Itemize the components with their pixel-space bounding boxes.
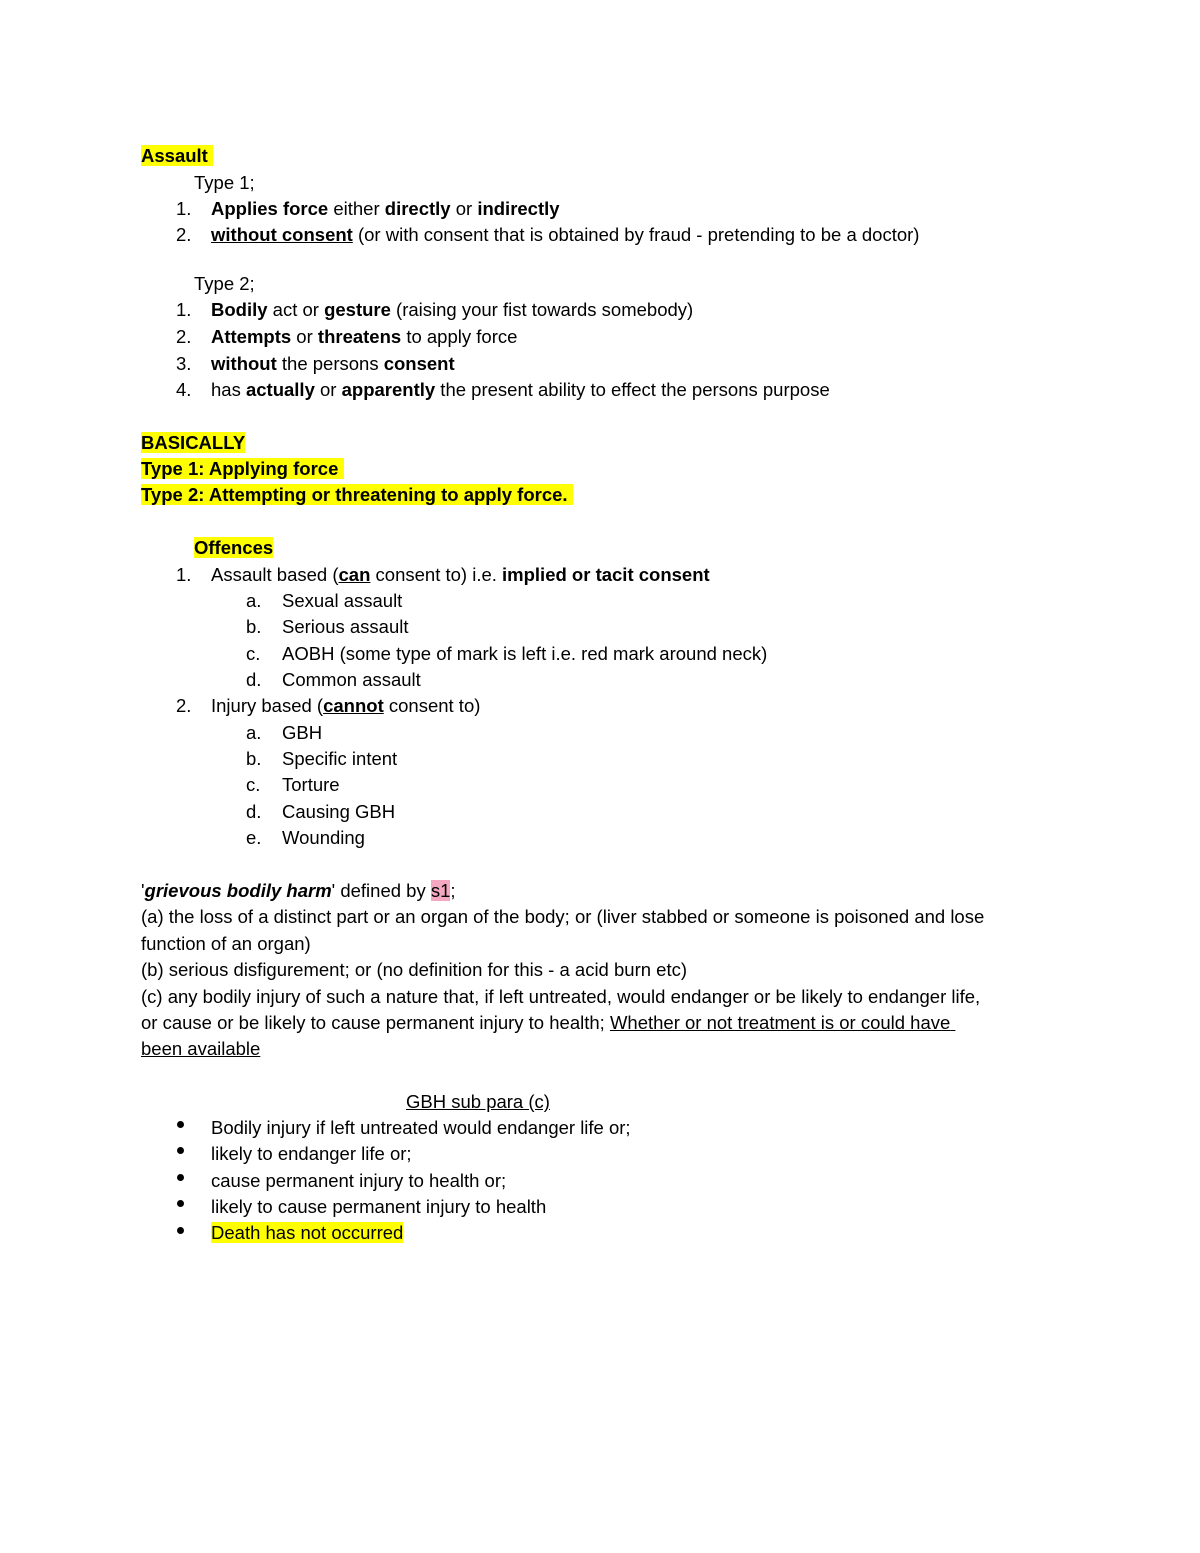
gbh-def-a-line1: (a) the loss of a distinct part or an organ of the body; or (liver stabbed or someone is poisoned and lose [141,906,985,927]
offence-1c: AOBH (some type of mark is left i.e. red mark around neck) [282,643,768,664]
offence-1a-letter: a. [246,590,262,611]
type1-item1-number: 1. [176,198,192,219]
assault-heading [141,144,213,168]
offence-2a: GBH [282,722,323,743]
gbh-def-b: (b) serious disfigurement; or (no definition for this - a acid burn etc) [141,959,687,980]
bullet-icon [177,1200,184,1207]
type2-item1-number: 1. [176,299,192,320]
offence-2c: Torture [282,774,340,795]
bullet-icon [177,1174,184,1181]
bullet-icon [177,1147,184,1154]
type2-item4: has actually or apparently the present ability to effect the persons purpose [211,379,830,400]
offence-2e-letter: e. [246,827,262,848]
gbh-def-c-line1: (c) any bodily injury of such a nature that, if left untreated, would endanger or be likely to endanger life, [141,986,981,1007]
offence-1a: Sexual assault [282,590,403,611]
gbh-def-a-line2: function of an organ) [141,933,311,954]
type2-item3-number: 3. [176,353,192,374]
type1-label: Type 1; [194,172,255,193]
gbh-def-c-line2: or cause or be likely to cause permanent injury to health; Whether or not treatment is or could have [141,1012,951,1033]
gbh-def-c-line3: been available [141,1038,261,1059]
basically-type2: Type 2: Attempting or threatening to apply force. [141,483,573,507]
offence-2e: Wounding [282,827,365,848]
offence-2c-letter: c. [246,774,261,795]
gbh-sub-bullet-1: Bodily injury if left untreated would endanger life or; [211,1117,631,1138]
type2-item2: Attempts or threatens to apply force [211,326,518,347]
type1-item1: Applies force either directly or indirectly [211,198,560,219]
offence-2d: Causing GBH [282,801,396,822]
gbh-sub-para-heading: GBH sub para (c) [406,1091,550,1112]
offence-2d-letter: d. [246,801,262,822]
type2-item2-number: 2. [176,326,192,347]
assault-heading-text: Assault [141,145,208,166]
offence-1-number: 1. [176,564,192,585]
section-s1-highlight: s1 [430,880,451,901]
offence-1d: Common assault [282,669,421,690]
offence-assault-based: Assault based (can consent to) i.e. implied or tacit consent [211,564,710,585]
offence-2-number: 2. [176,695,192,716]
offence-2b-letter: b. [246,748,262,769]
bullet-icon [177,1227,184,1234]
type2-item4-number: 4. [176,379,192,400]
offence-2b: Specific intent [282,748,398,769]
gbh-definition-heading: 'grievous bodily harm' defined by s1; [141,880,456,901]
basically-heading: BASICALLY [141,432,246,453]
gbh-sub-bullet-2: likely to endanger life or; [211,1143,412,1164]
type2-item1: Bodily act or gesture (raising your fist towards somebody) [211,299,694,320]
offences-heading: Offences [194,537,274,558]
offence-1b: Serious assault [282,616,409,637]
bullet-icon [177,1121,184,1128]
gbh-sub-bullet-4: likely to cause permanent injury to health [211,1196,547,1217]
type1-item2-number: 2. [176,224,192,245]
gbh-sub-bullet-5: Death has not occurred [211,1222,404,1243]
type2-item3: without the persons consent [211,353,455,374]
type2-label: Type 2; [194,273,255,294]
offence-1d-letter: d. [246,669,262,690]
offence-2a-letter: a. [246,722,262,743]
offence-injury-based: Injury based (cannot consent to) [211,695,481,716]
type1-item2: without consent (or with consent that is obtained by fraud - pretending to be a doctor) [211,224,920,245]
offence-1c-letter: c. [246,643,261,664]
gbh-sub-bullet-3: cause permanent injury to health or; [211,1170,507,1191]
offence-1b-letter: b. [246,616,262,637]
basically-type1: Type 1: Applying force [141,457,344,481]
